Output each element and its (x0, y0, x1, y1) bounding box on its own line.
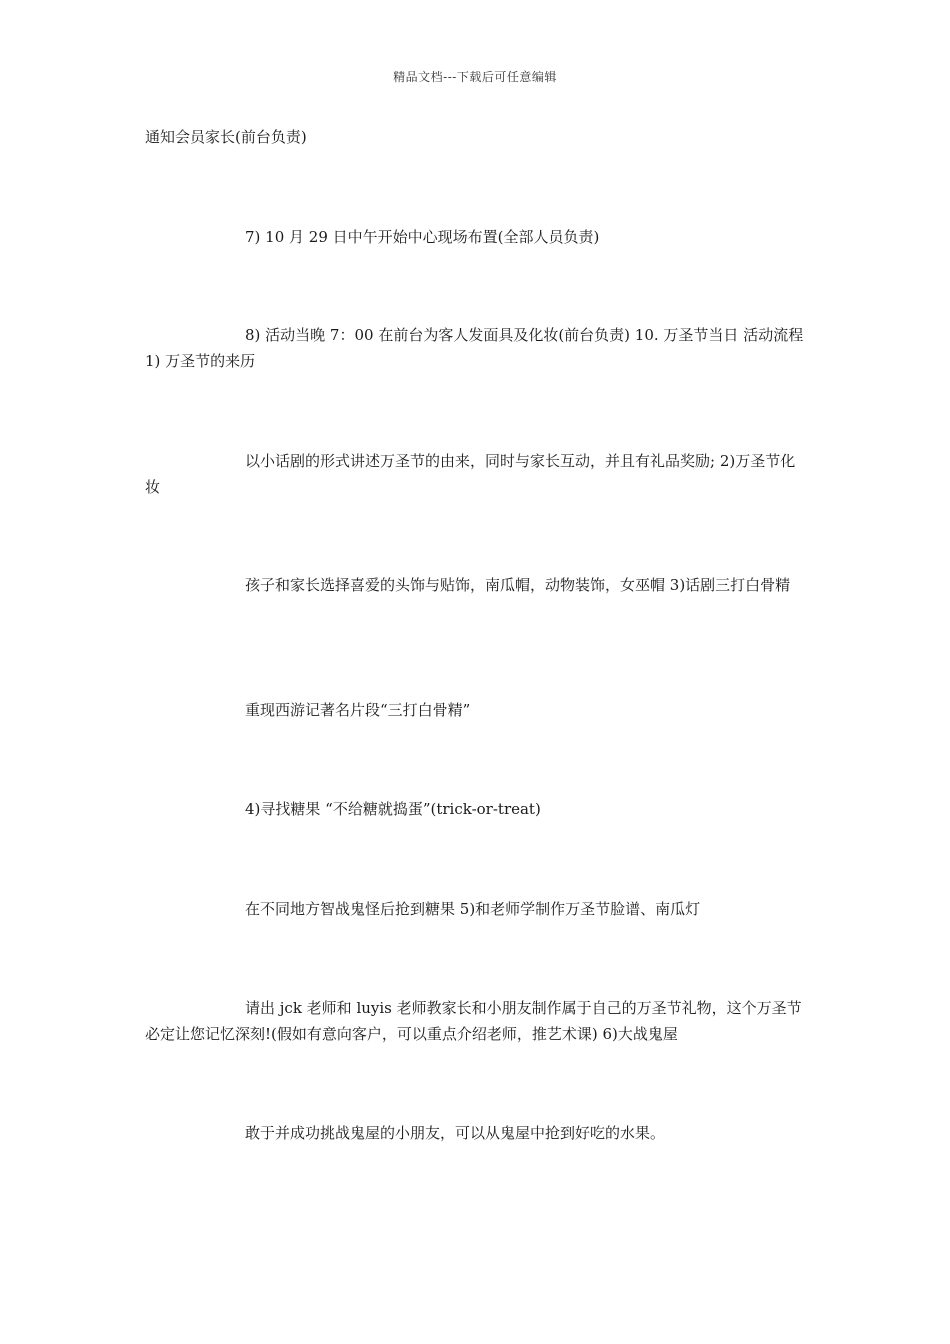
paragraph-teachers: 请出 jck 老师和 luyis 老师教家长和小朋友制作属于自己的万圣节礼物，这个万圣节必定让您记忆深刻!(假如有意向客户，可以重点介绍老师，推艺术课) 6)大战鬼屋 (145, 999, 802, 1043)
paragraph-notify-parents: 通知会员家长(前台负责) (145, 128, 307, 146)
paragraph-origin: 以小话剧的形式讲述万圣节的由来，同时与家长互动，并且有礼品奖励; 2)万圣节化妆 (145, 452, 796, 496)
page-header: 精品文档---下载后可任意编辑 (393, 70, 557, 84)
paragraph-candy: 在不同地方智战鬼怪后抢到糖果 5)和老师学制作万圣节脸谱、南瓜灯 (245, 900, 701, 918)
paragraph-trick-or-treat: 4)寻找糖果 “不给糖就捣蛋”(trick-or-treat) (245, 800, 541, 818)
paragraph-step-7: 7) 10 月 29 日中午开始中心现场布置(全部人员负责) (245, 228, 600, 246)
paragraph-haunted-house: 敢于并成功挑战鬼屋的小朋友，可以从鬼屋中抢到好吃的水果。 (245, 1124, 666, 1142)
paragraph-play: 重现西游记著名片段“三打白骨精” (245, 701, 471, 719)
paragraph-step-8: 8) 活动当晚 7：00 在前台为客人发面具及化妆(前台负责) 10. 万圣节当日 活动流程 1) 万圣节的来历 (145, 326, 804, 370)
paragraph-makeup: 孩子和家长选择喜爱的头饰与贴饰，南瓜帽，动物装饰，女巫帽 3)话剧三打白骨精 (245, 576, 791, 594)
